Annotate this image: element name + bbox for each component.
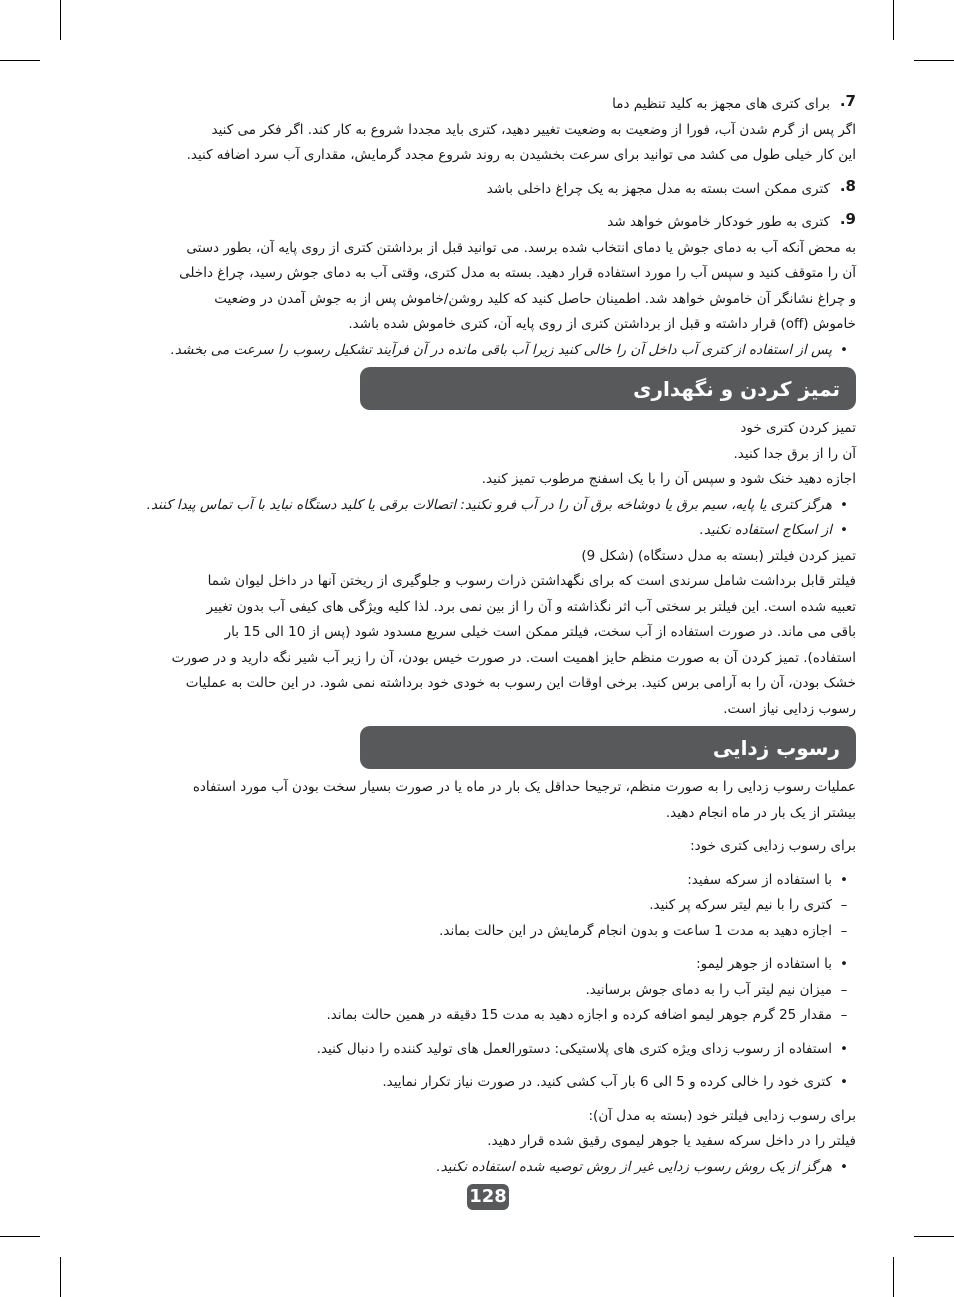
bullet-mark: • bbox=[840, 1074, 848, 1090]
step-number: .7 bbox=[839, 92, 856, 110]
paragraph-line: فیلتر را در داخل سرکه سفید یا جوهر لیموی رقیق شده قرار دهید. bbox=[487, 1133, 856, 1149]
crop-mark bbox=[60, 0, 61, 40]
bullet-mark: • bbox=[840, 1158, 848, 1175]
paragraph-line: تمیز کردن کتری خود bbox=[740, 420, 856, 436]
dash-mark: – bbox=[840, 981, 848, 998]
paragraph-line: عملیات رسوب زدایی را به صورت منظم، ترجیحا حداقل یک بار در ماه یا در صورت بسیار سخت بودن آب مورد استفاده bbox=[192, 779, 856, 795]
dash-mark: – bbox=[840, 922, 848, 939]
dash-text: کتری را با نیم لیتر سرکه پر کنید. bbox=[649, 897, 832, 913]
paragraph-line: برای رسوب زدایی کتری خود: bbox=[690, 838, 856, 854]
crop-mark bbox=[0, 60, 40, 61]
warning-bullet bbox=[98, 338, 856, 364]
bullet-text: با استفاده از سرکه سفید: bbox=[687, 871, 832, 888]
bullet-mark: • bbox=[840, 341, 848, 358]
section-heading-descaling: رسوب زدایی bbox=[360, 726, 856, 769]
dash-mark: – bbox=[840, 897, 848, 913]
crop-mark bbox=[0, 1236, 40, 1237]
dash-item bbox=[98, 893, 856, 919]
dash-mark: – bbox=[840, 1007, 848, 1023]
dash-text: اجازه دهید به مدت 1 ساعت و بدون انجام گرمایش در این حالت بماند. bbox=[439, 922, 832, 939]
bullet-text: از اسکاج استفاده نکنید. bbox=[699, 522, 832, 538]
method-bullet bbox=[98, 952, 856, 978]
bullet-text: استفاده از رسوب زدای ویژه کتری های پلاستیکی: دستورالعمل های تولید کننده را دنبال کنید. bbox=[316, 1040, 832, 1057]
step-text: کتری ممکن است بسته به مدل مجهز به یک چراغ داخلی باشد bbox=[486, 180, 830, 197]
method-bullet bbox=[98, 1037, 856, 1063]
warning-bullet bbox=[98, 518, 856, 544]
paragraph-line: آن را متوقف کنید و سپس آب را مورد استفاده قرار دهید. بسته به مدل کتری، وقتی آب به دمای جوش رسید، چراغ داخلی bbox=[179, 265, 856, 281]
paragraph-line: باقی می ماند. در صورت استفاده از آب سخت، فیلتر ممکن است خیلی سریع مسدود شود (پس از 10 الی 15 بار bbox=[224, 624, 856, 640]
bullet-text: با استفاده از جوهر لیمو: bbox=[696, 956, 832, 972]
dash-text: میزان نیم لیتر آب را به دمای جوش برسانید. bbox=[585, 981, 832, 998]
section-heading-cleaning: تمیز کردن و نگهداری bbox=[360, 367, 856, 410]
dash-item bbox=[98, 978, 856, 1004]
page-content bbox=[98, 92, 856, 1180]
paragraph-line: این کار خیلی طول می کشد می توانید برای سرعت بخشیدن به روند شروع مجدد گرمایش، مقداری آب سرد اضافه کنید. bbox=[186, 147, 856, 163]
step-8 bbox=[98, 177, 856, 203]
paragraph-line: استفاده). تمیز کردن آن به صورت منظم حایز اهمیت است. در صورت خیس بودن، آن را زیر آب شیر نگه دارید و در صورت bbox=[171, 649, 856, 666]
method-bullet bbox=[98, 868, 856, 894]
dash-item bbox=[98, 919, 856, 945]
warning-bullet bbox=[98, 493, 856, 519]
bullet-mark: • bbox=[840, 871, 848, 888]
bullet-mark: • bbox=[840, 522, 848, 538]
crop-mark bbox=[893, 0, 894, 40]
paragraph-line: تعبیه شده است. این فیلتر بر سختی آب اثر نگذاشته و آن را از بین نمی برد. لذا کلیه ویژگی های کیفی آب بدون تغییر bbox=[206, 598, 856, 615]
crop-mark bbox=[893, 1257, 894, 1297]
bullet-mark: • bbox=[840, 496, 848, 513]
dash-text: مقدار 25 گرم جوهر لیمو اضافه کرده و اجازه دهید به مدت 15 دقیقه در همین حالت بماند. bbox=[326, 1007, 832, 1023]
warning-bullet bbox=[98, 1155, 856, 1181]
paragraph-line: رسوب زدایی نیاز است. bbox=[723, 700, 856, 717]
step-9 bbox=[98, 210, 856, 236]
bullet-text: کتری خود را خالی کرده و 5 الی 6 بار آب کشی کنید. در صورت نیاز تکرار نمایید. bbox=[382, 1074, 832, 1090]
paragraph-line: بیشتر از یک بار در ماه انجام دهید. bbox=[665, 804, 856, 821]
crop-mark bbox=[914, 1236, 954, 1237]
paragraph-line: آن را از برق جدا کنید. bbox=[733, 445, 856, 462]
page-number: 128 bbox=[467, 1184, 509, 1210]
paragraph-line: اجازه دهید خنک شود و سپس آن را با یک اسفنج مرطوب تمیز کنید. bbox=[481, 471, 856, 487]
step-7 bbox=[98, 92, 856, 118]
bullet-mark: • bbox=[840, 1040, 848, 1057]
bullet-mark: • bbox=[840, 956, 848, 972]
filter-heading: تمیز کردن فیلتر (بسته به مدل دستگاه) (شکل 9) bbox=[581, 547, 856, 564]
paragraph-line: فیلتر قابل برداشت شامل سرندی است که برای نگهداشتن ذرات رسوب و جلوگیری از ریختن آنها در داخل لیوان شما bbox=[207, 573, 856, 589]
filter-heading: برای رسوب زدایی فیلتر خود (بسته به مدل آن): bbox=[588, 1107, 856, 1124]
bullet-text: پس از استفاده از کتری آب داخل آن را خالی کنید زیرا آب باقی مانده در آن فرآیند تشکیل رسوب را سرعت می بخشد. bbox=[170, 341, 832, 358]
crop-mark bbox=[60, 1257, 61, 1297]
paragraph-line: و چراغ نشانگر آن خاموش خواهد شد. اطمینان حاصل کنید که کلید روشن/خاموش پس از به جوش آمدن در وضعیت bbox=[214, 290, 856, 307]
bullet-text: هرگز کتری یا پایه، سیم برق یا دوشاخه برق آن را در آب فرو نکنید: اتصالات برقی یا کلید دستگاه نباید با آب تماس پیدا کنند. bbox=[146, 496, 832, 513]
paragraph-line: خشک بودن، آن را به آرامی برس کنید. برخی اوقات این رسوب به خودی خود برداشته نمی شود. در این حالت به عملیات bbox=[185, 675, 856, 691]
step-number: .9 bbox=[839, 210, 856, 228]
paragraph-line: اگر پس از گرم شدن آب، فورا از وضعیت به وضعیت تغییر دهید، کتری باید مجددا شروع به کار کند. اگر فکر می کنید bbox=[211, 121, 856, 138]
method-bullet bbox=[98, 1070, 856, 1096]
step-text: برای کتری های مجهز به کلید تنظیم دما bbox=[612, 96, 830, 112]
paragraph-line: خاموش (off) قرار داشته و قبل از برداشتن کتری از روی پایه آن، کتری خاموش شده باشد. bbox=[348, 316, 856, 332]
dash-item bbox=[98, 1003, 856, 1029]
step-text: کتری به طور خودکار خاموش خواهد شد bbox=[607, 214, 830, 230]
crop-mark bbox=[914, 60, 954, 61]
step-number: .8 bbox=[839, 176, 856, 195]
paragraph-line: به محض آنکه آب به دمای جوش یا دمای انتخاب شده برسد. می توانید قبل از برداشتن کتری از روی پایه آن، بطور دستی bbox=[186, 239, 856, 256]
bullet-text: هرگز از یک روش رسوب زدایی غیر از روش توصیه شده استفاده نکنید. bbox=[436, 1158, 832, 1175]
